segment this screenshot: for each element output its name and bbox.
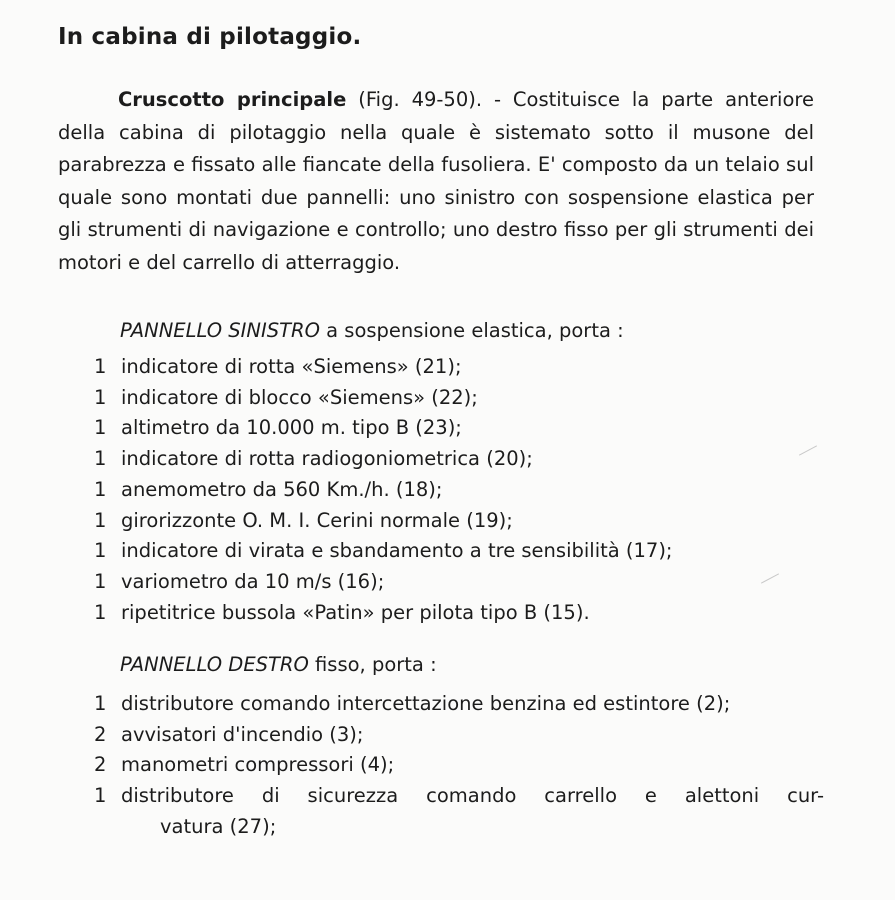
list-item <box>94 536 824 567</box>
right-panel-title <box>120 653 437 676</box>
list-item <box>94 413 824 444</box>
list-item <box>94 383 824 414</box>
intro-lead-in: Cruscotto principale <box>118 88 347 111</box>
item-quantity: 1 <box>94 569 107 593</box>
right-panel-name: PANNELLO DESTRO <box>120 653 309 676</box>
item-description: ripetitrice bussola «Patin» per pilota tipo B (15). <box>121 600 590 624</box>
left-panel-name: PANNELLO SINISTRO <box>120 319 320 342</box>
item-description: avvisatori d'incendio (3); <box>121 722 364 746</box>
list-item-continuation <box>94 812 824 843</box>
item-quantity: 1 <box>94 447 107 471</box>
item-description: indicatore di rotta «Siemens» (21); <box>121 355 462 378</box>
item-description: variometro da 10 m/s (16); <box>121 569 385 593</box>
list-item <box>94 352 824 383</box>
item-quantity: 1 <box>94 385 107 409</box>
item-quantity: 1 <box>94 600 107 624</box>
item-description-continuation: vatura (27); <box>160 814 277 838</box>
list-item <box>94 567 824 598</box>
list-item <box>94 506 824 537</box>
list-item <box>94 781 824 812</box>
item-description: indicatore di rotta radiogoniometrica (20); <box>121 447 533 471</box>
item-description: indicatore di blocco «Siemens» (22); <box>121 385 478 409</box>
intro-text: (Fig. 49-50). - Costituisce la parte anteriore della cabina di pilotaggio nella quale è sistemato sotto il musone del parabrezza e fissato alle fiancate della fusoliera. E' composto da un telaio sul quale sono montati due pannelli: uno sinistro con sospensione elastica per gli strumenti di navigazione e controllo; uno destro fisso per gli strumenti dei motori e del carrello di atterraggio. <box>58 88 814 274</box>
item-quantity: 1 <box>94 508 107 532</box>
left-panel-title <box>120 319 624 342</box>
item-description: anemometro da 560 Km./h. (18); <box>121 477 443 501</box>
item-quantity: 1 <box>94 416 107 440</box>
item-description: distributore comando intercettazione benzina ed estintore (2); <box>121 692 731 715</box>
item-quantity: 2 <box>94 753 107 777</box>
item-quantity: 1 <box>94 539 107 563</box>
item-description: distributore di sicurezza comando carrello e alettoni cur- <box>121 784 824 808</box>
left-panel-instrument-list <box>94 352 824 628</box>
section-heading: In cabina di pilotaggio. <box>58 24 362 50</box>
intro-paragraph <box>58 84 814 280</box>
item-quantity: 1 <box>94 355 107 378</box>
right-panel-instrument-list <box>94 689 824 843</box>
item-quantity: 2 <box>94 722 107 746</box>
list-item <box>94 750 824 781</box>
list-item <box>94 444 824 475</box>
item-quantity: 1 <box>94 784 107 808</box>
item-quantity: 1 <box>94 477 107 501</box>
list-item <box>94 475 824 506</box>
left-panel-suffix: a sospensione elastica, porta : <box>319 319 624 342</box>
list-item <box>94 720 824 751</box>
list-item <box>94 598 824 629</box>
list-item <box>94 689 824 720</box>
item-description: manometri compressori (4); <box>121 753 395 777</box>
item-quantity: 1 <box>94 692 107 715</box>
item-description: altimetro da 10.000 m. tipo B (23); <box>121 416 462 440</box>
item-description: girorizzonte O. M. I. Cerini normale (19); <box>121 508 513 532</box>
right-panel-suffix: fisso, porta : <box>308 653 437 676</box>
item-description: indicatore di virata e sbandamento a tre sensibilità (17); <box>121 539 673 563</box>
